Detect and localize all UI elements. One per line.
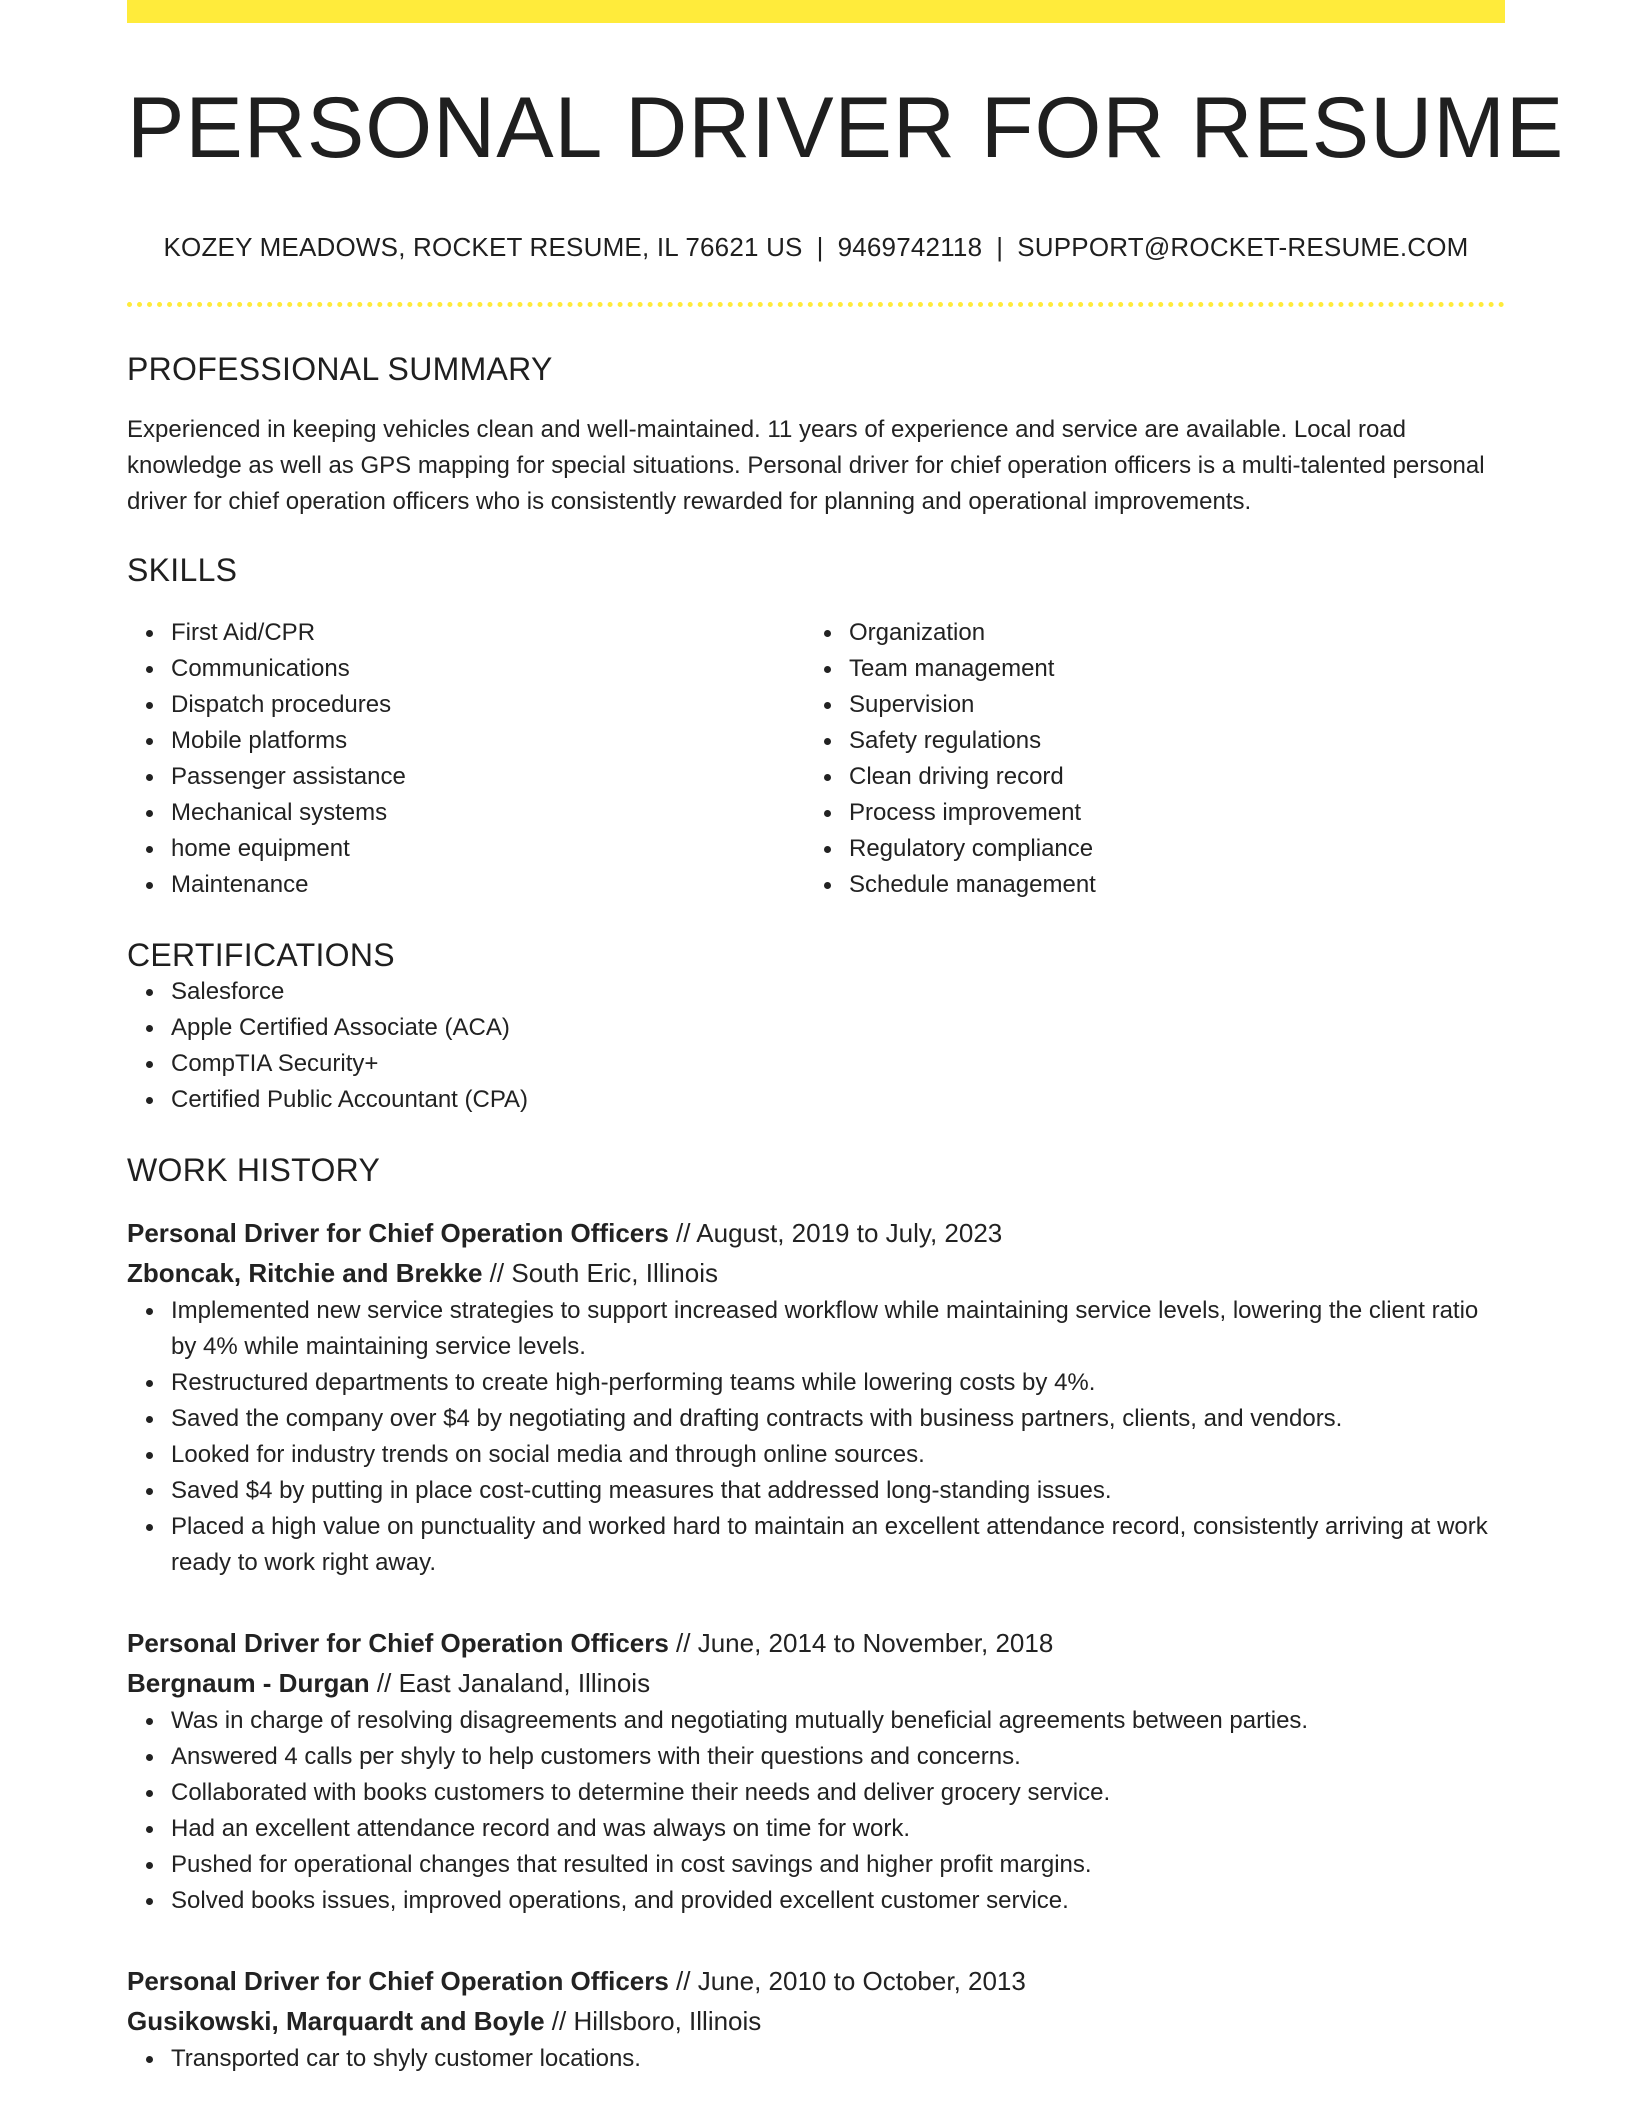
skill-item: Safety regulations [849,723,1483,759]
job-bullet: Saved $4 by putting in place cost-cutting measures that addressed long-standing issues. [171,1473,1505,1509]
contact-phone: 9469742118 [837,231,983,262]
job-dates: August, 2019 to July, 2023 [696,1217,1003,1248]
job-title: Personal Driver for Chief Operation Officers [127,1965,669,1996]
field-separator: // [668,1627,698,1658]
job-title-line [127,1213,1505,1253]
skill-item: Passenger assistance [171,759,805,795]
skill-item: Mobile platforms [171,723,805,759]
job-bullet: Answered 4 calls per shyly to help customers with their questions and concerns. [171,1739,1505,1775]
certification-item: Salesforce [171,974,1505,1010]
field-separator: // [668,1965,698,1996]
job-bullet: Restructured departments to create high-performing teams while lowering costs by 4%. [171,1365,1505,1401]
skill-item: Dispatch procedures [171,687,805,723]
job-title: Personal Driver for Chief Operation Officers [127,1627,669,1658]
skills-heading: SKILLS [127,551,238,588]
job-location: East Janaland, Illinois [398,1667,651,1698]
job-company: Zboncak, Ritchie and Brekke [127,1257,483,1288]
job-bullet: Placed a high value on punctuality and worked hard to maintain an excellent attendance record, consistently arriving at work ready to work right away. [171,1509,1505,1581]
job-company: Bergnaum - Durgan [127,1667,370,1698]
contact-separator: | [816,231,824,262]
job-entry [127,1961,1505,2077]
resume-title: PERSONAL DRIVER FOR RESUME [127,80,1565,176]
job-bullet-list [127,1703,1505,1919]
certifications-list [127,974,1505,1118]
job-company: Gusikowski, Marquardt and Boyle [127,2005,545,2036]
job-location: South Eric, Illinois [511,1257,719,1288]
skill-item: Mechanical systems [171,795,805,831]
resume-page [127,0,1565,2077]
skill-item: First Aid/CPR [171,615,805,651]
job-bullet: Implemented new service strategies to support increased workflow while maintaining service levels, lowering the client ratio by 4% while maintaining service levels. [171,1293,1505,1365]
job-dates: June, 2014 to November, 2018 [697,1627,1054,1658]
certifications-heading: CERTIFICATIONS [127,936,395,973]
job-title: Personal Driver for Chief Operation Officers [127,1217,669,1248]
job-bullet: Had an excellent attendance record and was always on time for work. [171,1811,1505,1847]
job-company-line [127,1253,1505,1293]
skill-item: home equipment [171,831,805,867]
job-company-line [127,2001,1505,2041]
job-entry [127,1213,1505,1581]
contact-line [127,232,1505,263]
job-bullet-list [127,2041,1505,2077]
dotted-divider [127,302,1505,307]
job-bullet: Was in charge of resolving disagreements and negotiating mutually beneficial agreements between parties. [171,1703,1505,1739]
certification-item: Certified Public Accountant (CPA) [171,1082,1505,1118]
skill-item: Team management [849,651,1483,687]
skill-item: Schedule management [849,867,1483,903]
skill-item: Organization [849,615,1483,651]
skill-item: Maintenance [171,867,805,903]
job-location: Hillsboro, Illinois [573,2005,762,2036]
skills-grid [127,615,1505,903]
skill-item: Clean driving record [849,759,1483,795]
job-bullet: Pushed for operational changes that resulted in cost savings and higher profit margins. [171,1847,1505,1883]
field-separator: // [668,1217,697,1248]
job-dates: June, 2010 to October, 2013 [697,1965,1026,1996]
job-company-line [127,1663,1505,1703]
skills-list-right [805,615,1483,903]
job-title-line [127,1623,1505,1663]
certification-item: Apple Certified Associate (ACA) [171,1010,1505,1046]
contact-address: KOZEY MEADOWS, ROCKET RESUME, IL 76621 US [163,231,803,262]
skill-item: Supervision [849,687,1483,723]
field-separator: // [369,1667,399,1698]
job-bullet: Solved books issues, improved operations, and provided excellent customer service. [171,1883,1505,1919]
certification-item: CompTIA Security+ [171,1046,1505,1082]
work-history-heading: WORK HISTORY [127,1151,381,1188]
accent-top-bar [127,0,1505,23]
summary-heading: PROFESSIONAL SUMMARY [127,350,553,387]
job-bullet-list [127,1293,1505,1581]
skill-item: Process improvement [849,795,1483,831]
job-entry [127,1623,1505,1919]
field-separator: // [482,1257,512,1288]
contact-email: SUPPORT@ROCKET-RESUME.COM [1017,231,1469,262]
skill-item: Communications [171,651,805,687]
skill-item: Regulatory compliance [849,831,1483,867]
job-title-line [127,1961,1505,2001]
contact-separator: | [996,231,1004,262]
job-bullet: Saved the company over $4 by negotiating and drafting contracts with business partners, clients, and vendors. [171,1401,1505,1437]
field-separator: // [544,2005,574,2036]
job-bullet: Collaborated with books customers to determine their needs and deliver grocery service. [171,1775,1505,1811]
work-history-list [127,1213,1505,2077]
job-bullet: Looked for industry trends on social media and through online sources. [171,1437,1505,1473]
skills-list-left [127,615,805,903]
summary-text: Experienced in keeping vehicles clean and well-maintained. 11 years of experience and service are available. Local road knowledge as well as GPS mapping for special situations. Personal driver for chief operation officers is a multi-talented personal driver for chief operation officers who is consistently rewarded for planning and operational improvements. [127,415,1485,515]
job-bullet: Transported car to shyly customer locations. [171,2041,1505,2077]
